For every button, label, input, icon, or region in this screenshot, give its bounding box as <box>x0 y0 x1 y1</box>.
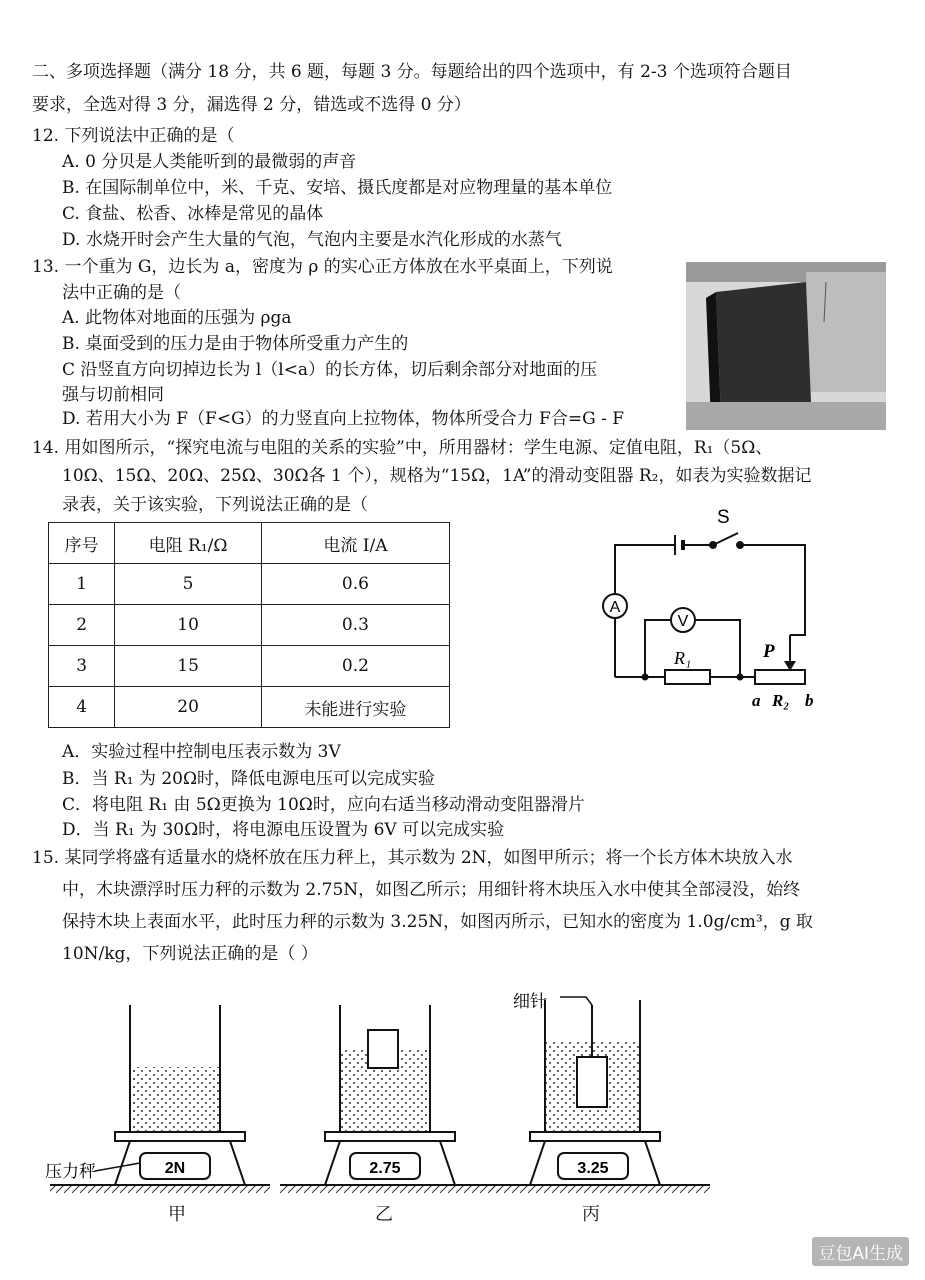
q14-option-c: C．将电阻 R₁ 由 5Ω更换为 10Ω时，应向右适当移动滑动变阻器滑片 <box>62 795 585 815</box>
q15-stem-cont1: 中，木块漂浮时压力秤的示数为 2.75N，如图乙所示；用细针将木块压入水中使其全部浸没，始终 <box>62 880 801 900</box>
table-row <box>49 687 450 728</box>
q14-stem-cont1: 10Ω、15Ω、20Ω、25Ω、30Ω各 1 个），规格为“15Ω，1A”的滑动变阻器 R₂，如表为实验数据记 <box>62 466 812 486</box>
table-row <box>49 646 450 687</box>
reading-bing: 3.25 <box>577 1160 609 1177</box>
table-cell: 20 <box>115 687 262 728</box>
caption-jia: 甲 <box>168 1204 186 1225</box>
q13-option-c: C 沿竖直方向切掉边长为 l（l<a）的长方体，切后剩余部分对地面的压 <box>62 360 598 380</box>
table-cell: 5 <box>115 564 262 605</box>
caption-bing: 丙 <box>582 1204 600 1225</box>
table-cell: 15 <box>115 646 262 687</box>
circuit-diagram <box>590 505 830 715</box>
q15-stem: 15. 某同学将盛有适量水的烧杯放在压力秤上，其示数为 2N，如图甲所示；将一个长方体木块放入水 <box>32 848 793 868</box>
ammeter-label: A <box>609 599 621 616</box>
table-row <box>49 605 450 646</box>
q13-option-a: A. 此物体对地面的压强为 ρga <box>62 308 292 328</box>
needle-label: 细针 <box>513 992 547 1012</box>
section-heading-cont: 要求，全选对得 3 分，漏选得 2 分，错选或不选得 0 分） <box>32 95 471 115</box>
table-cell: 0.2 <box>261 646 449 687</box>
scale-label: 压力秤 <box>45 1162 96 1182</box>
table-cell: 2 <box>49 605 115 646</box>
switch-label: S <box>717 507 730 528</box>
caption-yi: 乙 <box>375 1204 393 1225</box>
table-row <box>49 564 450 605</box>
table-cell: 1 <box>49 564 115 605</box>
table-cell: 0.6 <box>261 564 449 605</box>
q14-stem: 14. 用如图所示，“探究电流与电阻的关系的实验”中，所用器材：学生电源、定值电阻，R₁（5Ω、 <box>32 438 773 458</box>
cube-photo <box>686 262 886 430</box>
q12-option-c: C. 食盐、松香、冰棒是常见的晶体 <box>62 204 324 224</box>
q13-option-c-cont: 强与切前相同 <box>62 385 164 405</box>
table-cell: 0.3 <box>261 605 449 646</box>
q13-stem-cont: 法中正确的是（ <box>62 283 181 303</box>
q14-option-a: A．实验过程中控制电压表示数为 3V <box>62 742 341 762</box>
table-header: 序号 <box>49 523 115 564</box>
q14-stem-cont2: 录表，关于该实验，下列说法正确的是（ <box>62 495 368 515</box>
section-heading: 二、多项选择题（满分 18 分，共 6 题，每题 3 分。每题给出的四个选项中，有 2-3 个选项符合题目 <box>32 62 792 82</box>
q15-stem-cont2: 保持木块上表面水平，此时压力秤的示数为 3.25N，如图丙所示，已知水的密度为 1.0g/cm³，g 取 <box>62 912 813 932</box>
q14-option-b: B．当 R₁ 为 20Ω时，降低电源电压可以完成实验 <box>62 769 436 789</box>
q12-option-b: B. 在国际制单位中，米、千克、安培、摄氏度都是对应物理量的基本单位 <box>62 178 613 198</box>
table-header-row <box>49 523 450 564</box>
table-cell: 未能进行实验 <box>261 687 449 728</box>
table-header: 电流 I/A <box>261 523 449 564</box>
terminal-a-label: a <box>752 691 761 710</box>
watermark: 豆包AI生成 <box>812 1237 909 1266</box>
q13-option-b: B. 桌面受到的压力是由于物体所受重力产生的 <box>62 334 409 354</box>
reading-jia: 2N <box>164 1160 186 1177</box>
q13-option-d: D. 若用大小为 F（F<G）的力竖直向上拉物体，物体所受合力 F合=G - F <box>62 409 625 429</box>
q12-option-a: A. 0 分贝是人类能听到的最微弱的声音 <box>62 152 357 172</box>
table-cell: 3 <box>49 646 115 687</box>
voltmeter-label: V <box>677 613 689 630</box>
slider-label: P <box>763 641 775 662</box>
q12-stem: 12. 下列说法中正确的是（ <box>32 126 235 146</box>
q14-option-d: D．当 R₁ 为 30Ω时，将电源电压设置为 6V 可以完成实验 <box>62 820 505 840</box>
beaker-figures <box>40 985 880 1205</box>
q13-stem: 13. 一个重为 G，边长为 a，密度为 ρ 的实心正方体放在水平桌面上，下列说 <box>32 257 613 277</box>
q15-stem-cont3: 10N/kg，下列说法正确的是（ ） <box>62 944 318 964</box>
table-cell: 4 <box>49 687 115 728</box>
q12-option-d: D. 水烧开时会产生大量的气泡，气泡内主要是水汽化形成的水蒸气 <box>62 230 562 250</box>
terminal-b-label: b <box>805 691 814 710</box>
data-table <box>48 522 450 728</box>
r1-label: R₁ <box>674 648 692 668</box>
reading-yi: 2.75 <box>369 1160 401 1177</box>
table-header: 电阻 R₁/Ω <box>115 523 262 564</box>
table-cell: 10 <box>115 605 262 646</box>
r2-label: R₂ <box>772 691 790 710</box>
